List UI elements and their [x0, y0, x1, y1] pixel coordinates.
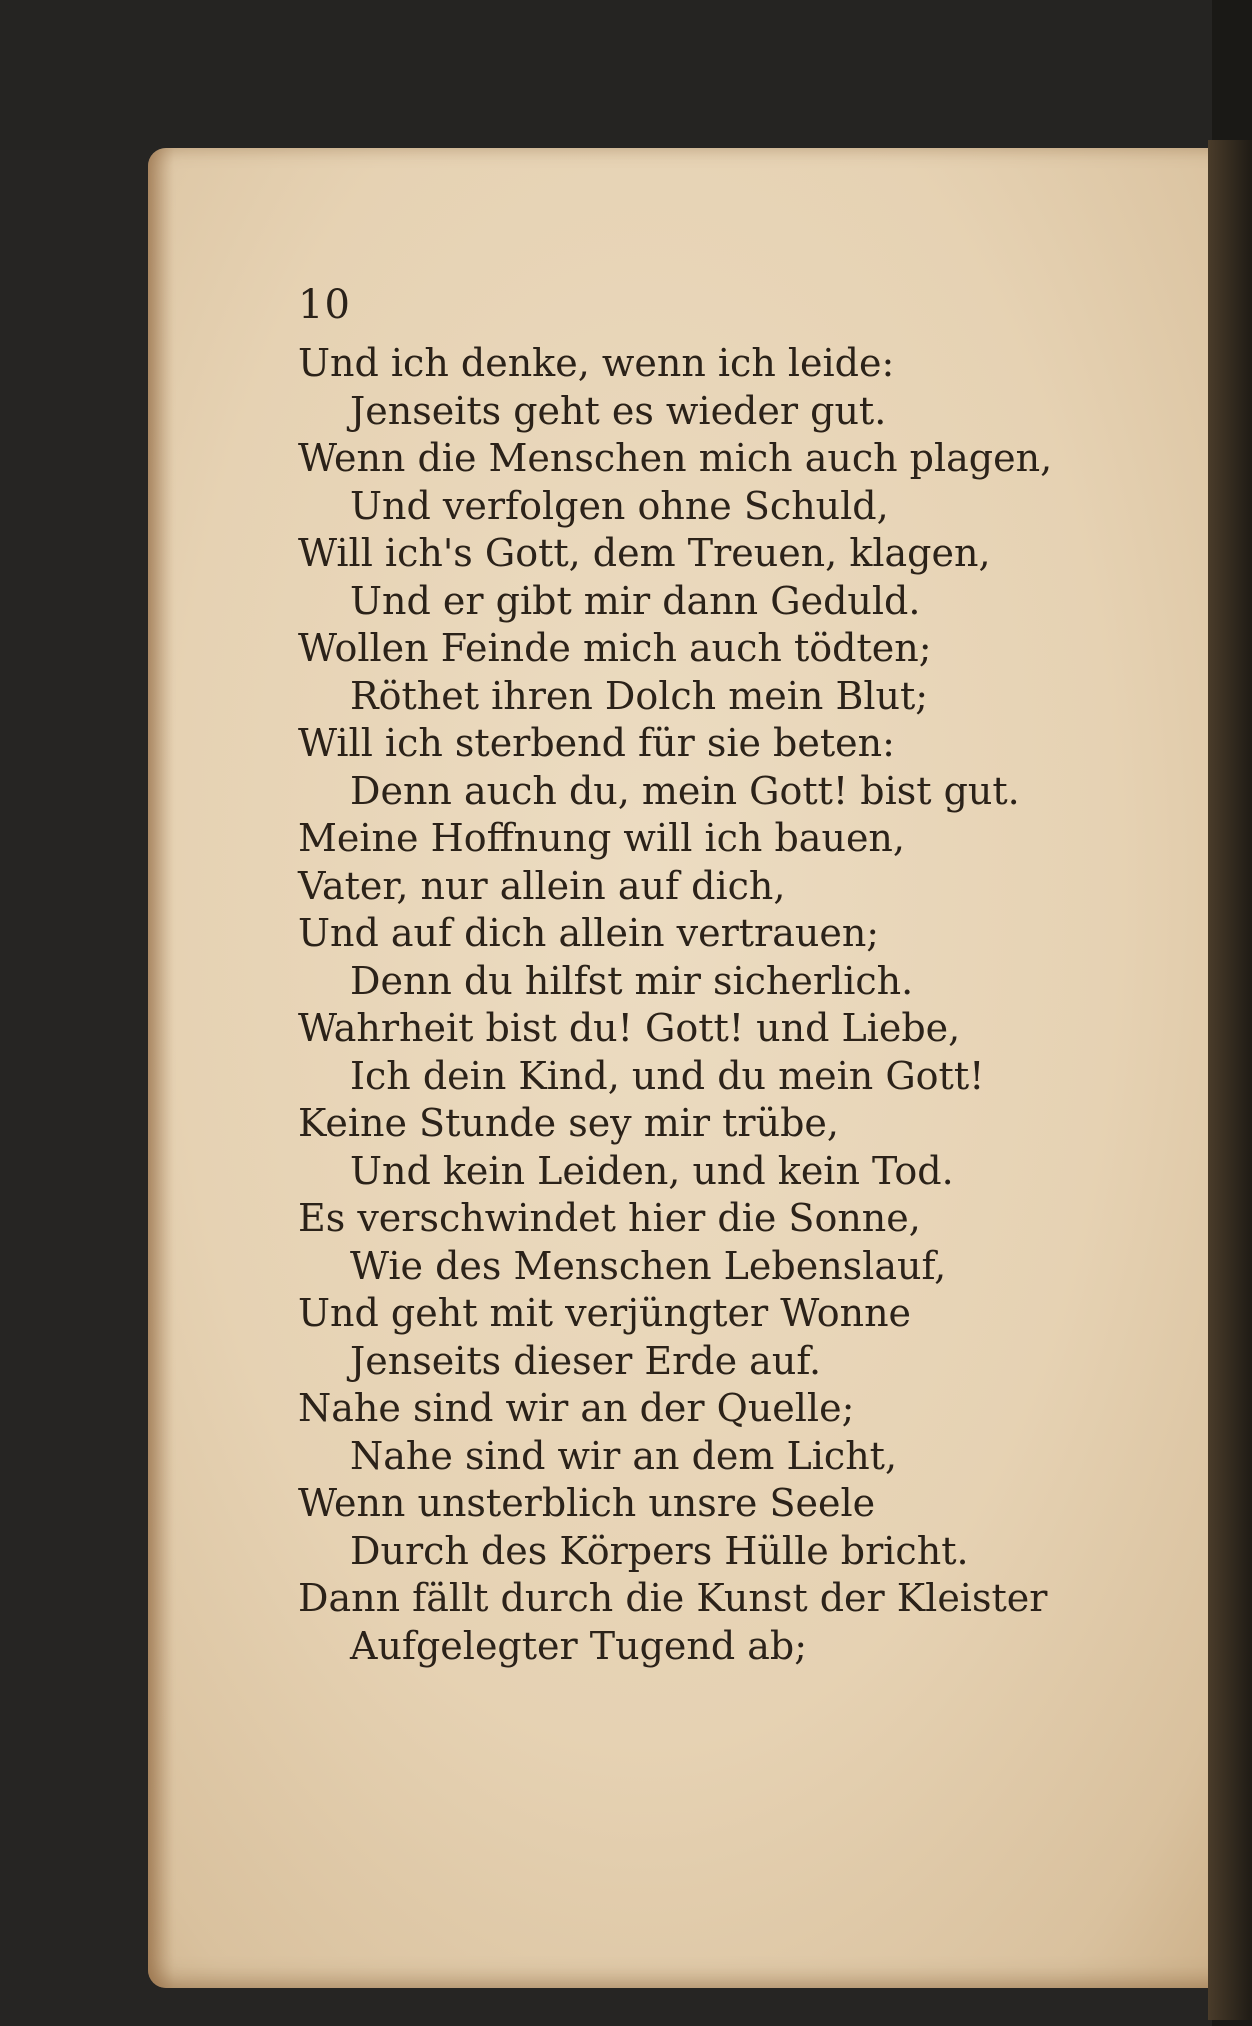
- verse-line: Wie des Menschen Lebenslauf,: [350, 1243, 947, 1288]
- poem-text: [298, 340, 1198, 1670]
- verse-line: Nahe sind wir an der Quelle;: [298, 1386, 855, 1430]
- book-page: [148, 148, 1252, 1988]
- verse-line: Meine Hoffnung will ich bauen,: [298, 816, 905, 860]
- verse-line: Und auf dich allein vertrauen;: [298, 911, 880, 955]
- verse-line: Denn du hilfst mir sicherlich.: [350, 958, 914, 1003]
- verse-line: Jenseits geht es wieder gut.: [350, 388, 887, 433]
- page-number: 10: [298, 282, 351, 328]
- verse-line: Vater, nur allein auf dich,: [298, 863, 786, 908]
- verse-line: Will ich's Gott, dem Treuen, klagen,: [298, 531, 991, 575]
- verse-line: Jenseits dieser Erde auf.: [350, 1338, 822, 1383]
- background-top: [0, 0, 1252, 150]
- verse-line: Wenn die Menschen mich auch plagen,: [298, 436, 1053, 480]
- verse-line: Wollen Feinde mich auch tödten;: [298, 626, 932, 670]
- verse-line: Dann fällt durch die Kunst der Kleister: [298, 1576, 1048, 1620]
- verse-line: Und geht mit verjüngter Wonne: [298, 1291, 912, 1335]
- verse-line: Und ich denke, wenn ich leide:: [298, 341, 895, 385]
- adjacent-page-edge: [1208, 140, 1252, 2020]
- verse-line: Und er gibt mir dann Geduld.: [350, 578, 921, 623]
- verse-line: Keine Stunde sey mir trübe,: [298, 1101, 839, 1145]
- verse-line: Und verfolgen ohne Schuld,: [350, 483, 889, 528]
- verse-line: Wahrheit bist du! Gott! und Liebe,: [298, 1006, 961, 1050]
- verse-line: Nahe sind wir an dem Licht,: [350, 1433, 898, 1478]
- verse-line: Wenn unsterblich unsre Seele: [298, 1481, 876, 1525]
- verse-line: Und kein Leiden, und kein Tod.: [350, 1148, 954, 1193]
- verse-line: Aufgelegter Tugend ab;: [350, 1623, 808, 1668]
- verse-line: Durch des Körpers Hülle bricht.: [350, 1528, 969, 1573]
- verse-line: Es verschwindet hier die Sonne,: [298, 1196, 921, 1240]
- verse-line: Ich dein Kind, und du mein Gott!: [350, 1053, 985, 1098]
- verse-line: Röthet ihren Dolch mein Blut;: [350, 673, 929, 718]
- verse-line: Will ich sterbend für sie beten:: [298, 721, 895, 765]
- verse-line: Denn auch du, mein Gott! bist gut.: [350, 768, 1020, 813]
